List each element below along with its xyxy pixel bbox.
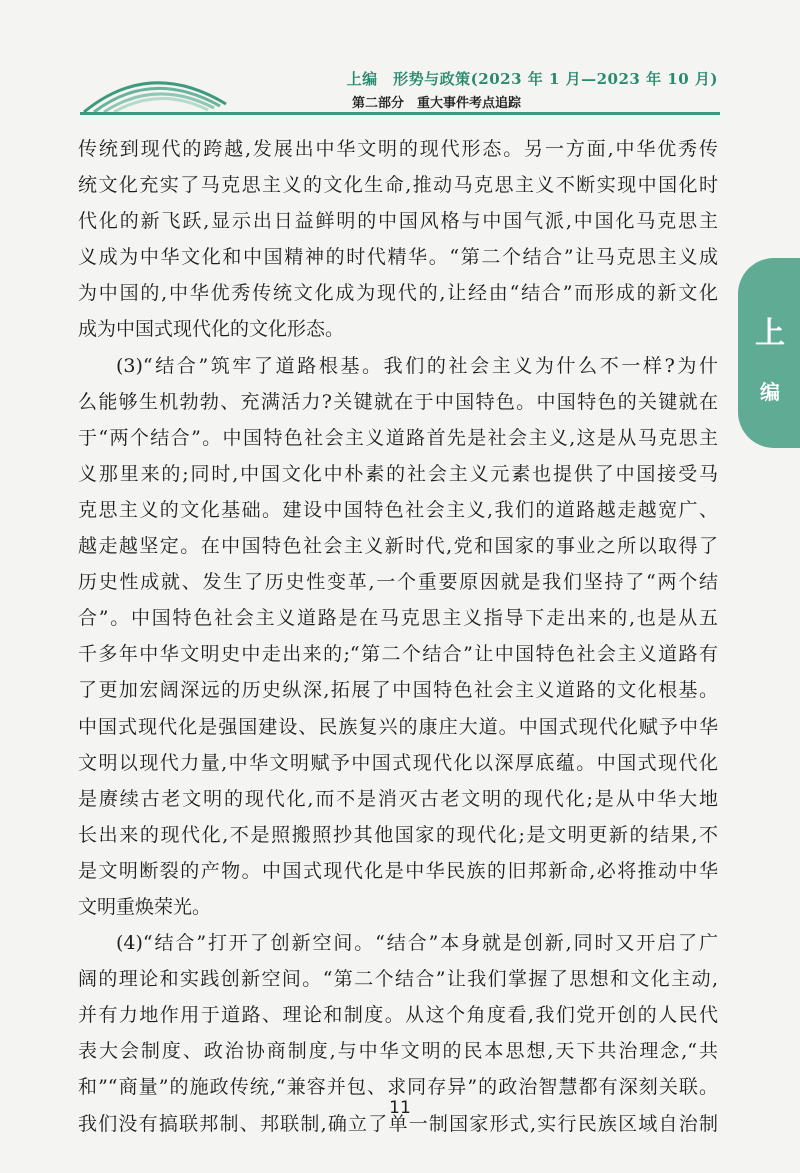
text-line: 了更加宏阔深远的历史纵深,拓展了中国特色社会主义道路的文化根基。 [78, 679, 718, 702]
text-line: 我们没有搞联邦制、邦联制,确立了单一制国家形式,实行民族区域自治制 [78, 1112, 718, 1135]
text-line: 是文明断裂的产物。中国式现代化是中华民族的旧邦新命,必将推动中华 [78, 859, 718, 882]
text-line: 么能够生机勃勃、充满活力?关键就在于中国特色。中国特色的关键就在 [78, 390, 718, 413]
text-line: 克思主义的文化基础。建设中国特色社会主义,我们的道路越走越宽广、 [78, 498, 718, 521]
text-line: 传统到现代的跨越,发展出中华文明的现代形态。另一方面,中华优秀传 [78, 138, 718, 160]
side-tab [738, 258, 800, 448]
header-title: 上编 形势与政策(2023 年 1 月—2023 年 10 月) [346, 70, 718, 88]
header-arc-decoration [80, 64, 230, 114]
side-tab-char-1: 上 [755, 316, 785, 351]
text-line: 千多年中华文明史中走出来的;“第二个结合”让中国特色社会主义道路有 [78, 643, 718, 666]
text-line: 代化的新飞跃,显示出日益鲜明的中国风格与中国气派,中国化马克思主 [78, 210, 718, 233]
text-line: 是赓续古老文明的现代化,而不是消灭古老文明的现代化;是从中华大地 [78, 787, 718, 810]
text-line: 合”。中国特色社会主义道路是在马克思主义指导下走出来的,也是从五 [78, 607, 718, 630]
text-line: 义成为中华文化和中国精神的时代精华。“第二个结合”让马克思主义成 [78, 246, 718, 269]
text-line: (3)“结合”筑牢了道路根基。我们的社会主义为什么不一样?为什 [116, 354, 718, 377]
text-line: 越走越坚定。在中国特色社会主义新时代,党和国家的事业之所以取得了 [78, 535, 718, 558]
header-subtitle: 第二部分 重大事件考点追踪 [352, 96, 522, 111]
text-line: (4)“结合”打开了创新空间。“结合”本身就是创新,同时又开启了广 [116, 932, 718, 955]
text-line: 文明重焕荣光。 [78, 895, 212, 918]
header-rule [80, 112, 720, 115]
body-text [78, 131, 718, 1142]
text-line: 阔的理论和实践创新空间。“第二个结合”让我们掌握了思想和文化主动, [78, 968, 718, 991]
text-line: 和”“商量”的施政传统,“兼容并包、求同存异”的政治智慧都有深刻关联。 [78, 1076, 718, 1099]
text-line: 义那里来的;同时,中国文化中朴素的社会主义元素也提供了中国接受马 [78, 462, 718, 485]
side-tab-char-2: 编 [760, 380, 780, 404]
text-line: 历史性成就、发生了历史性变革,一个重要原因就是我们坚持了“两个结 [78, 571, 718, 594]
text-line: 长出来的现代化,不是照搬照抄其他国家的现代化;是文明更新的结果,不 [78, 823, 718, 846]
text-line: 文明以现代力量,中华文明赋予中国式现代化以深厚底蕴。中国式现代化 [78, 751, 718, 774]
text-line: 并有力地作用于道路、理论和制度。从这个角度看,我们党开创的人民代 [78, 1004, 718, 1027]
page-number: 11 [389, 1098, 411, 1118]
text-line: 统文化充实了马克思主义的文化生命,推动马克思主义不断实现中国化时 [78, 174, 718, 197]
text-line: 表大会制度、政治协商制度,与中华文明的民本思想,天下共治理念,“共 [78, 1040, 718, 1063]
text-line: 中国式现代化是强国建设、民族复兴的康庄大道。中国式现代化赋予中华 [78, 715, 718, 738]
text-line: 于“两个结合”。中国特色社会主义道路首先是社会主义,这是从马克思主 [78, 426, 718, 449]
text-line: 为中国的,中华优秀传统文化成为现代的,让经由“结合”而形成的新文化 [78, 282, 718, 305]
text-line: 成为中国式现代化的文化形态。 [78, 318, 345, 341]
